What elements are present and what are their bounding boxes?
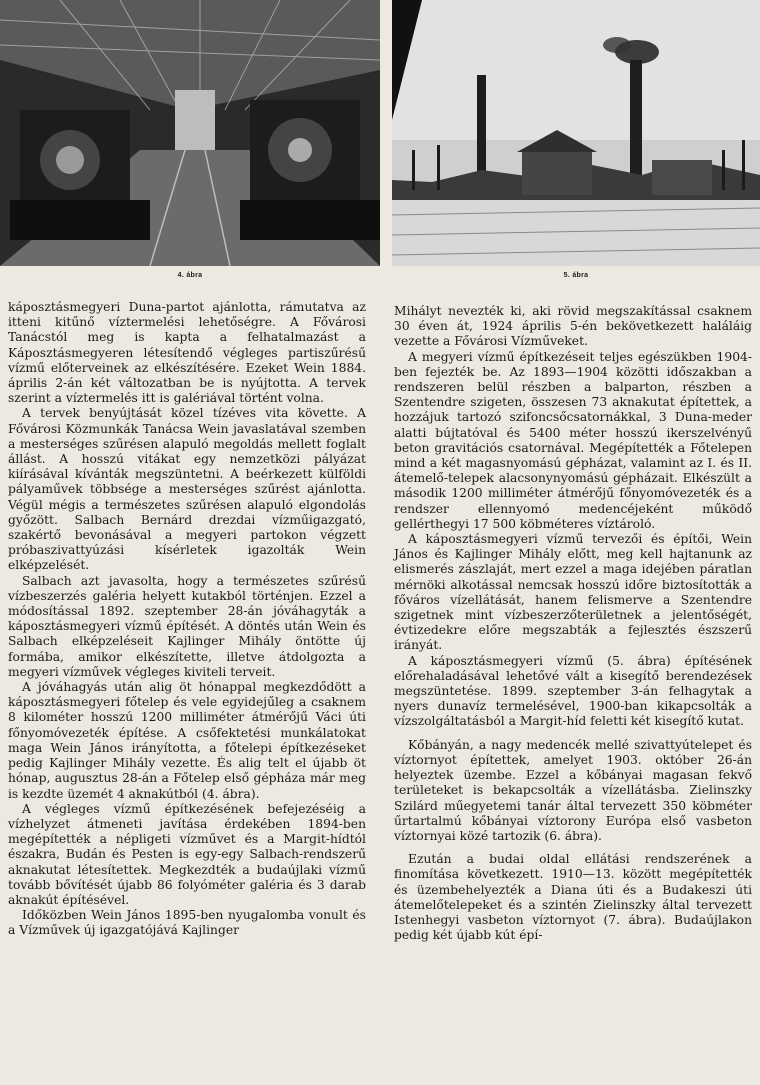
paragraph: A káposztásmegyeri vízmű tervezői és építői, Wein János és Kajlinger Mihály előtt, meg kell hajtanunk az elismerés zászlaját, mert ezzel a maga idejében páratlan mérnöki alkotással nemcsak hosszú időre biztosították a főváros vízellátását, hanem felismerve a Szentendre szigetnek mint vízbeszerzőterületnek a jelentőségét, évtizedekre előre megszabták a fejlesztés észszerű irányát. (394, 532, 752, 653)
figure-4-caption: 4. ábra (177, 272, 203, 279)
paragraph: A tervek benyújtását közel tízéves vita követte. A Fővárosi Közmunkák Tanácsa Wein javaslatával szemben a mesterséges szűrésen alapuló megoldás mellett foglalt állást. A hosszú vitákat egy nemzetközi pályázat kiírásával kívánták megszüntetni. A beérkezett külföldi pályaművek többsége a mesterséges szűrést ajánlotta. Végül mégis a természetes szűrésen alapuló elgondolás győzött. Salbach Bernárd drezdai vízműigazgató, szakértő bevonásával a megyeri partokon végzett próbaszivattyúzási kísérletek igazolták Wein elképzelését. (8, 406, 366, 573)
figure-5-caption: 5. ábra (563, 272, 589, 279)
paragraph: káposztásmegyeri Duna-partot ajánlotta, rámutatva az itteni kitűnő víztermelési lehetőségre. A Fővárosi Tanácstól meg is kapta a felhatalmazást a Káposztásmegyeren létesítendő végleges partiszűrésű vízmű előterveinek az elkészítésére. Ezeket Wein 1884. április 2-án két változatban be is nyújtotta. A tervek szerint a víztermelés itt is galériával történt volna. (8, 300, 366, 406)
figure-5 (392, 0, 760, 279)
paragraph: Mihályt nevezték ki, aki rövid megszakítással csaknem 30 éven át, 1924 április 5-én bekövetkezett haláláig vezette a Fővárosi Vízműveket. (394, 304, 752, 349)
paragraph: A káposztásmegyeri vízmű (5. ábra) építésének előrehaladásával lehetővé vált a kisegítő berendezések megszüntetése. 1899. szeptember 3-án felhagytak a nyers dunavíz termelésével, 1900-ban kikapcsolták a vízszolgáltatásból a Margit-híd feletti két kisegítő kutat. (394, 653, 752, 729)
figure-5-photo (392, 0, 760, 266)
paragraph: A végleges vízmű építkezésének befejezéséig a vízhelyzet átmeneti javítása érdekében 1894-ben megépítették a népligeti vízművet és a Margit-hídtól északra, Budán és Pesten is egy-egy Salbach-rendszerű aknakutat létesítettek. Megkezdték a budaújlaki vízmű tovább bővítését újabb 86 folyóméter galéria és 3 darab aknakút építésével. (8, 801, 366, 907)
figure-4-photo (0, 0, 380, 266)
paragraph: Időközben Wein János 1895-ben nyugalomba vonult és a Vízművek új igazgatójává Kajlinger (8, 908, 366, 938)
paragraph: Kőbányán, a nagy medencék mellé szivattyútelepet és víztornyot építettek, amelyet 1903. október 26-án helyeztek üzembe. Ezzel a kőbányai magasan fekvő területeket is bekapcsolták a vízellátásba. Zielinszky Szilárd műegyetemi tanár által tervezett 350 köbméter űrtartalmú kőbányai víztorony Európa első vasbeton víztornyai közé tartozik (6. ábra). (394, 737, 752, 843)
figure-4 (0, 0, 380, 279)
left-text-column (8, 300, 366, 939)
paragraph: A jóváhagyás után alig öt hónappal megkezdődött a káposztásmegyeri főtelep és vele egyidejűleg a csaknem 8 kilométer hosszú 1200 milliméter átmérőjű Váci úti főnyomóvezeték építése. A csőfektetési munkálatokat maga Wein János irányította, a főtelepi építkezéseket pedig Kajlinger Mihály vezette. És alig telt el újabb öt hónap, augusztus 28-án a Főtelep első gépháza már meg is kezdte üzemét 4 aknakútból (4. ábra). (8, 680, 366, 801)
right-text-column (394, 304, 752, 943)
paragraph: Salbach azt javasolta, hogy a természetes szűrésű vízbeszerzés galéria helyett kutakból történjen. Ezzel a módosítással 1892. szeptember 28-án jóváhagyták a káposztásmegyeri vízmű építését. A döntés után Wein és Salbach elképzeléseit Kajlinger Mihály öntötte új formába, amikor elkészítette, illetve átdolgozta a megyeri vízművek végleges kiviteli terveit. (8, 573, 366, 679)
paragraph: Ezután a budai oldal ellátási rendszerének a finomítása következett. 1910—13. között megépítették és üzembehelyezték a Diana úti és a Budakeszi úti átemelőtelepeket és a szintén Zielinszky által tervezett Istenhegyi vasbeton víztornyot (7. ábra). Budaújlakon pedig két újabb kút épí- (394, 852, 752, 943)
paragraph: A megyeri vízmű építkezéseit teljes egészükben 1904-ben fejezték be. Az 1893—1904 közötti időszakban a rendszeren belül részben a balparton, részben a Szentendre szigeten, összesen 73 aknakutat építettek, a hozzájuk tartozó szifoncsőcsatornákkal, 3 Duna-meder alatti bújtatóval és 5400 méter hosszú ikerszelvényű beton gravitációs csatornával. Megépítették a Főtelepen mind a két magasnyomású gépházat, valamint az I. és II. átemelő-telepek alacsonynyomású gépházait. Elkészült a második 1200 milliméter átmérőjű főnyomóvezeték és a rendszer ellennyomó medencéjeként működő gellérthegyi 17 500 köbméteres víztároló. (394, 349, 752, 531)
